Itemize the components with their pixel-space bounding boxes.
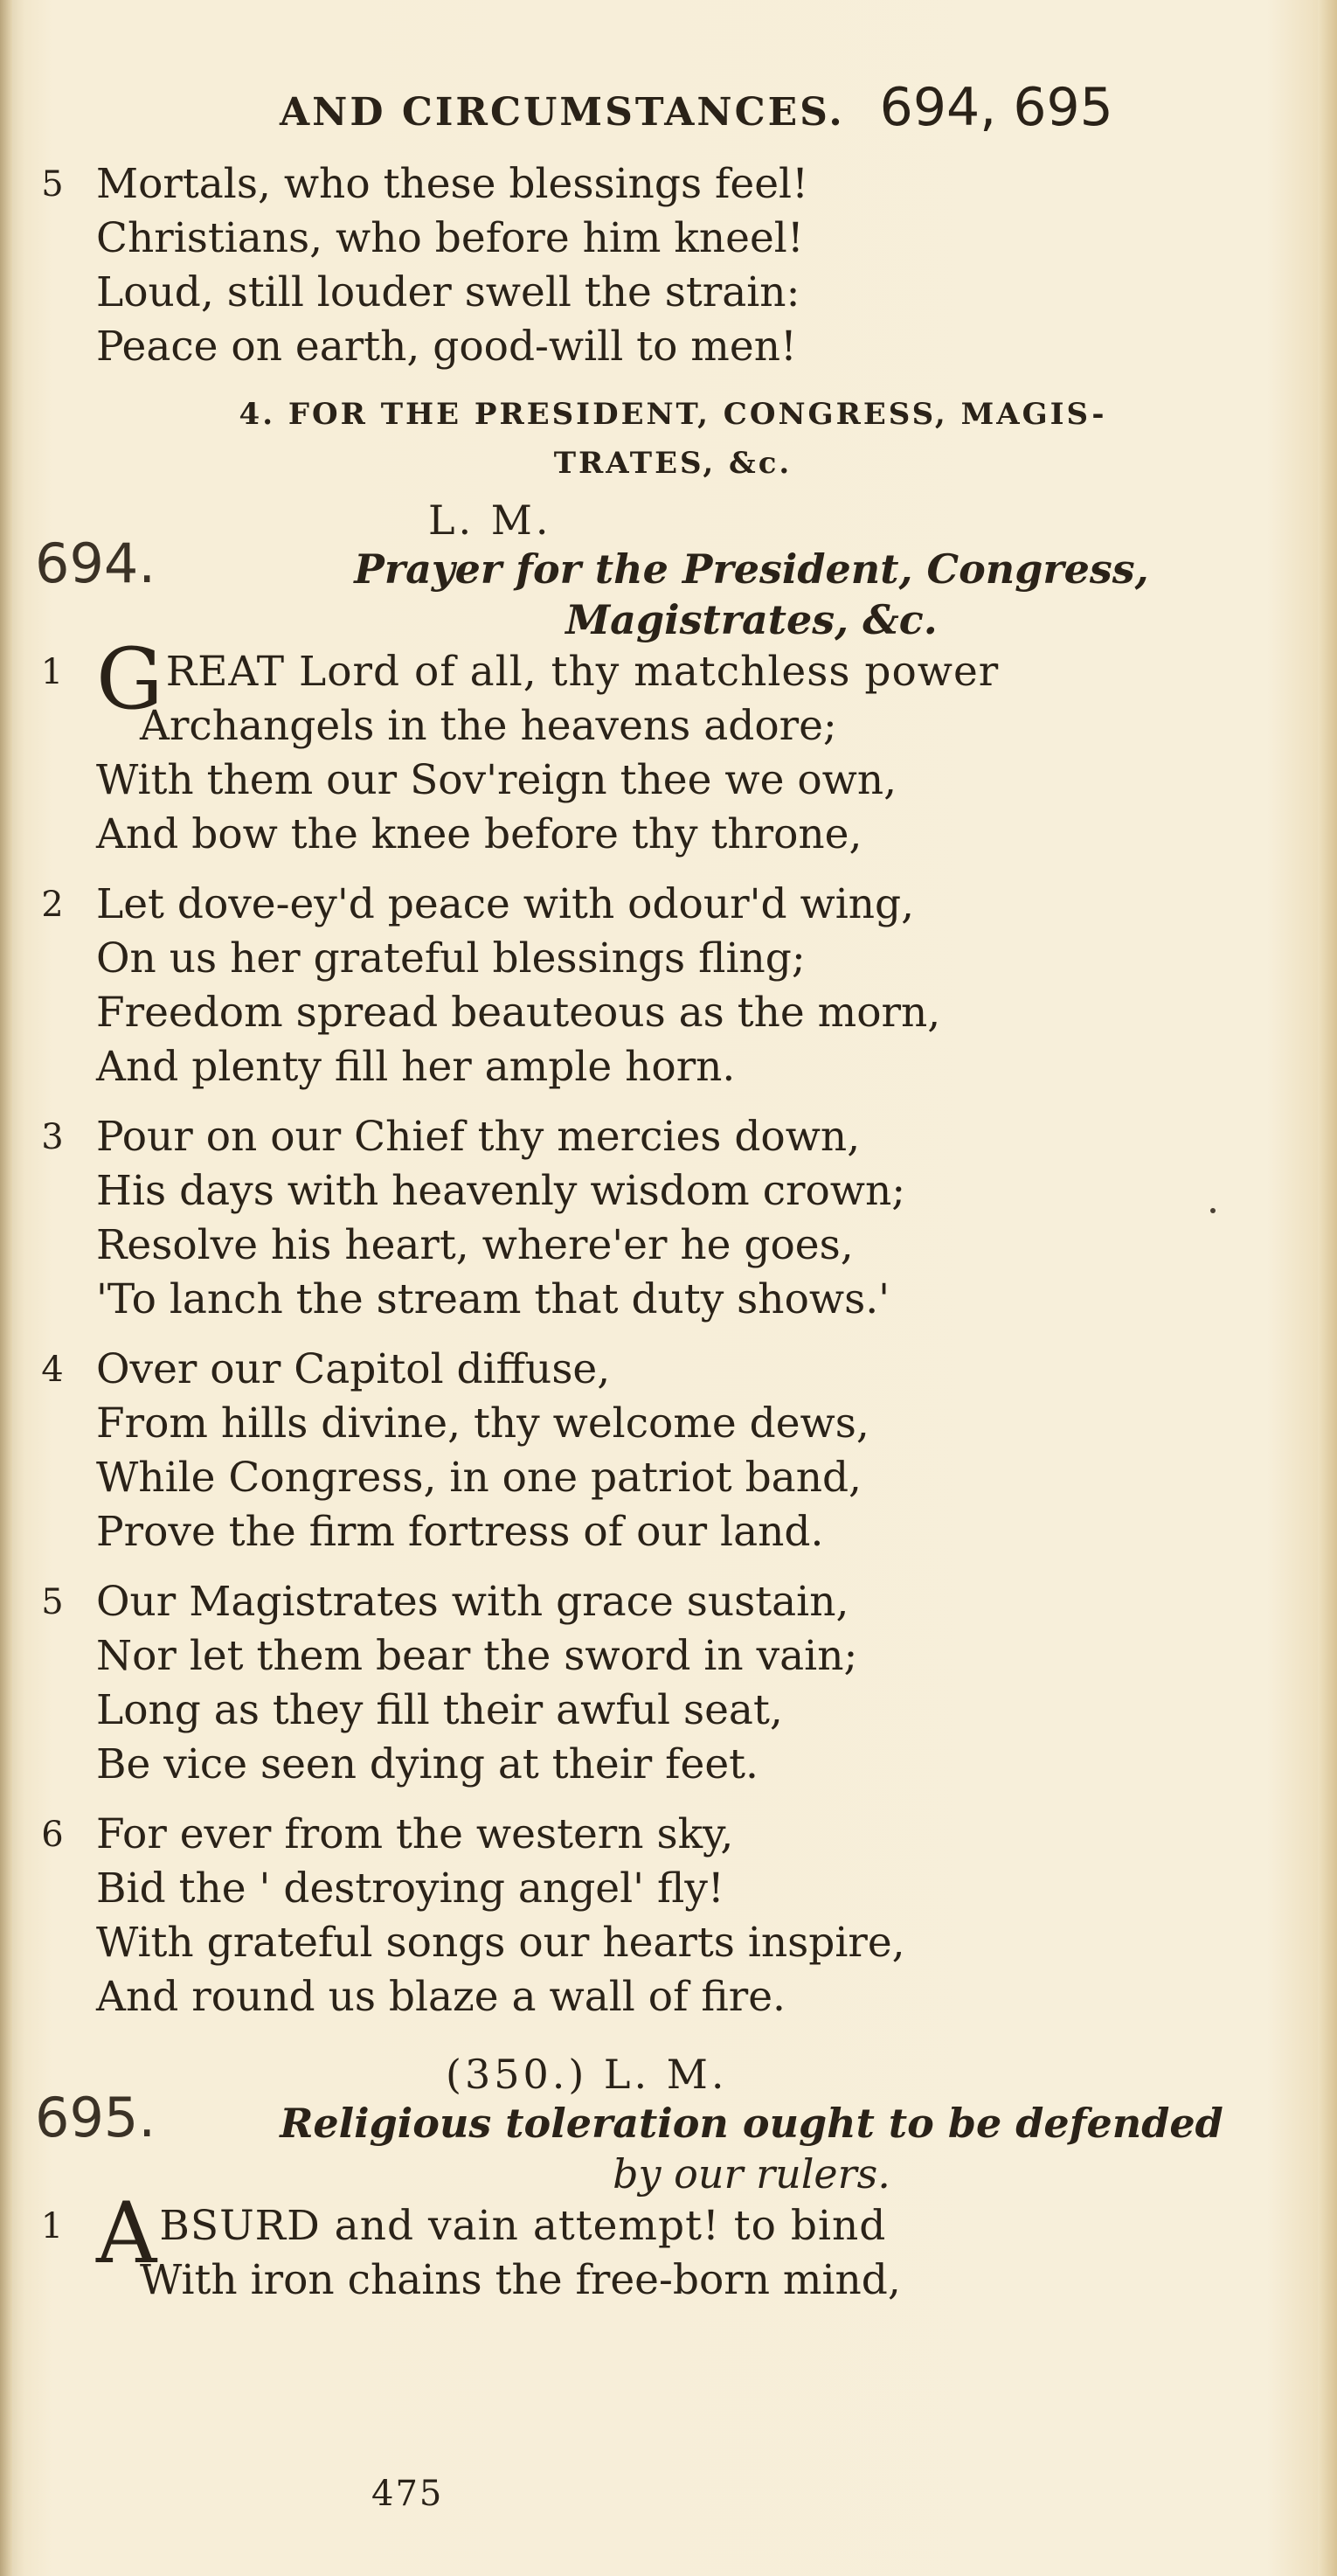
verse-line: Resolve his heart, where'er he goes,	[96, 1221, 854, 1269]
verse-line: With them our Sov'reign thee we own,	[96, 756, 897, 804]
verse-line: 5 Our Magistrates with grace sustain,	[41, 1578, 849, 1626]
verse-line: His days with heavenly wisdom crown;	[96, 1167, 906, 1215]
hymn-695-header	[35, 2051, 1258, 2199]
verse-line: Archangels in the heavens adore;	[140, 702, 837, 750]
verse-line: Prove the firm fortress of our land.	[96, 1508, 824, 1556]
running-head-page-numbers: 694, 695	[879, 77, 1113, 138]
verse-line: With grateful songs our hearts inspire,	[96, 1919, 905, 1967]
hymn-number: 695.	[35, 2086, 156, 2149]
previous-hymn-stanza-5	[35, 157, 1258, 374]
verse-line: On us her grateful blessings fling;	[96, 934, 806, 982]
verse-line: 1 ABSURD and vain attempt! to bind	[40, 2184, 887, 2282]
page-right-edge	[1318, 0, 1337, 2576]
hymn-694-stanza-1	[35, 630, 1258, 862]
section-heading	[35, 390, 1258, 488]
hymn-title: Religious toleration ought to be defended by our rulers.	[280, 2100, 1223, 2198]
hymn-694-stanza-6	[35, 1808, 1258, 2024]
hymn-694-stanza-5	[35, 1575, 1258, 1792]
drop-cap: A	[96, 2184, 158, 2282]
page-footer-number: 475	[371, 2474, 444, 2514]
verse-line: Freedom spread beauteous as the morn,	[96, 989, 941, 1037]
page-content	[35, 157, 1258, 2323]
verse-line: With iron chains the free-born mind,	[140, 2256, 901, 2304]
drop-cap: G	[96, 630, 164, 728]
verse-line: Bid the ' destroying angel' fly!	[96, 1864, 724, 1913]
hymn-title: Prayer for the President, Congress, Magistrates, &c.	[354, 545, 1149, 643]
verse-line: 2 Let dove-ey'd peace with odour'd wing,	[41, 880, 915, 928]
running-head	[280, 77, 1241, 138]
hymn-694-stanza-2	[35, 878, 1258, 1094]
hymn-694-stanza-3	[35, 1110, 1258, 1327]
hymn-694-header	[35, 496, 1258, 645]
hymn-number: 694.	[35, 531, 156, 595]
verse-line: Peace on earth, good-will to men!	[96, 323, 797, 371]
verse-line: Long as they fill their awful seat,	[96, 1686, 783, 1734]
verse-line: From hills divine, thy welcome dews,	[96, 1399, 869, 1448]
hymn-meter: L. M.	[428, 496, 552, 544]
verse-line: Nor let them bear the sword in vain;	[96, 1632, 858, 1680]
verse-line: And round us blaze a wall of fire.	[96, 1973, 786, 2021]
verse-line: 'To lanch the stream that duty shows.'	[96, 1275, 890, 1323]
verse-line: 3 Pour on our Chief thy mercies down,	[41, 1113, 861, 1161]
ink-speck	[1210, 1208, 1216, 1213]
verse-line: While Congress, in one patriot band,	[96, 1454, 862, 1502]
running-head-text: AND CIRCUMSTANCES.	[280, 90, 845, 135]
hymn-695-stanza-1	[35, 2184, 1258, 2308]
hymn-694-stanza-4	[35, 1343, 1258, 1559]
verse-line: And plenty fill her ample horn.	[96, 1043, 736, 1091]
verse-line: 4 Over our Capitol diffuse,	[41, 1345, 611, 1393]
verse-line: 6 For ever from the western sky,	[41, 1810, 734, 1858]
hymn-meter: (350.) L. M.	[446, 2051, 728, 2098]
verse-line: 1 GREAT Lord of all, thy matchless power	[40, 630, 1000, 728]
verse-line: Be vice seen dying at their feet.	[96, 1740, 759, 1788]
verse-line: Loud, still louder swell the strain:	[96, 268, 800, 316]
verse-line: 5 Mortals, who these blessings feel!	[35, 157, 1258, 212]
section-heading-line-1: 4. FOR THE PRESIDENT, CONGRESS, MAGIS-	[239, 397, 1107, 432]
stanza-number: 5	[41, 164, 64, 205]
verse-line: Christians, who before him kneel!	[96, 214, 804, 262]
page-left-edge	[0, 0, 12, 2576]
verse-line: And bow the knee before thy throne,	[96, 810, 862, 858]
section-heading-line-2: TRATES, &c.	[553, 446, 793, 481]
